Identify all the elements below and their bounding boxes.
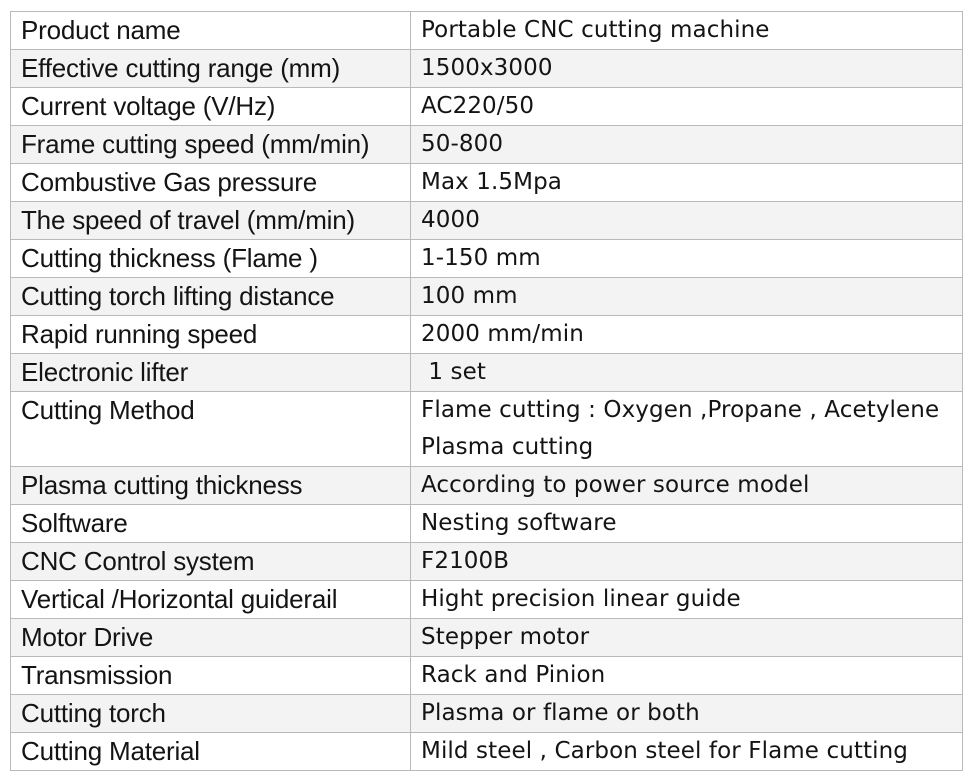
table-row: [11, 581, 963, 619]
spec-value-cell: [411, 12, 963, 50]
spec-label-cell: Cutting Method: [11, 392, 411, 467]
spec-label-cell: Cutting Material: [11, 733, 411, 771]
spec-value-cell: [411, 88, 963, 126]
spec-value-line: Mild steel , Carbon steel for Flame cutting: [421, 738, 908, 764]
table-row: [11, 202, 963, 240]
spec-label-cell: Rapid running speed: [11, 316, 411, 354]
spec-value-cell: [411, 354, 963, 392]
table-row: [11, 88, 963, 126]
spec-value-cell: [411, 733, 963, 771]
spec-value-cell: [411, 543, 963, 581]
spec-value-cell: [411, 695, 963, 733]
spec-label-cell: Motor Drive: [11, 619, 411, 657]
spec-value-cell: [411, 240, 963, 278]
spec-label-cell: Cutting torch: [11, 695, 411, 733]
spec-value-cell: [411, 619, 963, 657]
spec-label-cell: CNC Control system: [11, 543, 411, 581]
spec-value-line: 1 set: [421, 359, 487, 385]
spec-value-cell: [411, 657, 963, 695]
spec-label-cell: Frame cutting speed (mm/min): [11, 126, 411, 164]
table-row: [11, 467, 963, 505]
spec-value-cell: [411, 505, 963, 543]
spec-value-line: 1-150 mm: [421, 245, 541, 271]
spec-label-cell: Current voltage (V/Hz): [11, 88, 411, 126]
spec-value-line: 2000 mm/min: [421, 321, 584, 347]
table-row: [11, 164, 963, 202]
spec-value-line: 1500x3000: [421, 55, 553, 81]
table-row: [11, 50, 963, 88]
table-row: [11, 695, 963, 733]
spec-value-cell: [411, 278, 963, 316]
table-row: [11, 278, 963, 316]
table-row: [11, 733, 963, 771]
spec-value-cell: [411, 392, 963, 467]
spec-label-cell: Cutting thickness (Flame ): [11, 240, 411, 278]
table-row: [11, 619, 963, 657]
spec-table: [10, 11, 963, 771]
spec-value-line: AC220/50: [421, 93, 535, 119]
table-row: [11, 505, 963, 543]
table-row: [11, 126, 963, 164]
spec-label-cell: Transmission: [11, 657, 411, 695]
table-row: [11, 316, 963, 354]
spec-label-cell: The speed of travel (mm/min): [11, 202, 411, 240]
spec-value-line: Rack and Pinion: [421, 662, 606, 688]
spec-label-cell: Solftware: [11, 505, 411, 543]
spec-value-cell: [411, 202, 963, 240]
spec-label-cell: Combustive Gas pressure: [11, 164, 411, 202]
spec-label-cell: Vertical /Horizontal guiderail: [11, 581, 411, 619]
spec-value-line: Plasma or flame or both: [421, 700, 700, 726]
spec-label-cell: Cutting torch lifting distance: [11, 278, 411, 316]
spec-table-body: [11, 12, 963, 771]
spec-value-cell: [411, 316, 963, 354]
spec-value-line: 4000: [421, 207, 480, 233]
spec-value-line: 50-800: [421, 131, 504, 157]
spec-value-line: Portable CNC cutting machine: [421, 17, 770, 43]
table-row: [11, 543, 963, 581]
spec-label-cell: Plasma cutting thickness: [11, 467, 411, 505]
spec-value-cell: [411, 581, 963, 619]
table-row: [11, 12, 963, 50]
table-row: [11, 657, 963, 695]
table-row: [11, 240, 963, 278]
table-row: [11, 354, 963, 392]
spec-value-line: Max 1.5Mpa: [421, 169, 562, 195]
spec-value-line: Plasma cutting: [421, 434, 594, 460]
spec-label-cell: Electronic lifter: [11, 354, 411, 392]
spec-value-line: Flame cutting : Oxygen ,Propane , Acetylene: [421, 397, 940, 423]
spec-value-line: F2100B: [421, 548, 510, 574]
spec-value-line: 100 mm: [421, 283, 518, 309]
spec-value-cell: [411, 164, 963, 202]
table-row: [11, 392, 963, 467]
spec-value-line: According to power source model: [421, 472, 810, 498]
spec-label-cell: Product name: [11, 12, 411, 50]
spec-value-cell: [411, 126, 963, 164]
spec-value-cell: [411, 50, 963, 88]
spec-value-cell: [411, 467, 963, 505]
spec-value-line: Hight precision linear guide: [421, 586, 741, 612]
spec-label-cell: Effective cutting range (mm): [11, 50, 411, 88]
spec-value-line: Stepper motor: [421, 624, 590, 650]
spec-value-line: Nesting software: [421, 510, 617, 536]
